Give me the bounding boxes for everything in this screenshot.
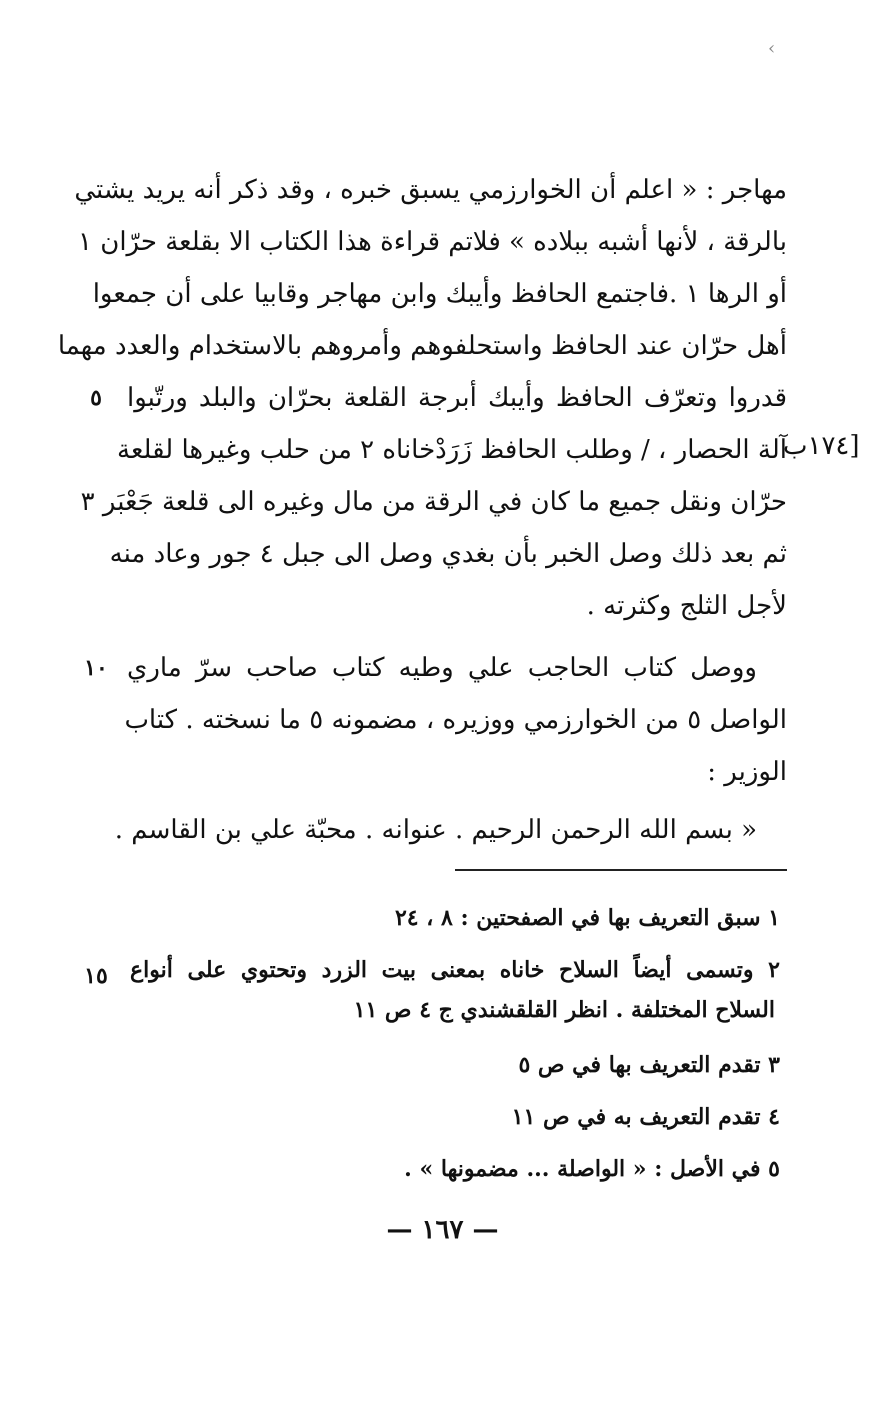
footnote-separator: [455, 869, 787, 871]
body-line-2: بالرقة ، لأنها أشبه ببلاده » فلاتم قراءة هذا الكتاب الا بقلعة حرّان ١: [78, 227, 787, 257]
body-line-10: ووصل كتاب الحاجب علي وطيه كتاب صاحب سرّ ماري: [127, 653, 757, 683]
footnote-1: ١ سبق التعريف بها في الصفحتين : ٨ ، ٢٤: [394, 905, 780, 931]
body-line-9: لأجل الثلج وكثرته .: [586, 591, 787, 621]
footnote-5: ٥ في الأصل : « الواصلة ... مضمونها » .: [404, 1156, 780, 1182]
page-number: — ١٦٧ —: [386, 1215, 499, 1245]
body-line-3: أو الرها ١ .فاجتمع الحافظ وأيبك وابن مهاجر وقابيا على أن جمعوا: [92, 279, 787, 309]
line-number-5: ٥: [90, 385, 102, 411]
body-line-7: حرّان ونقل جميع ما كان في الرقة من مال وغيره الى قلعة جَعْبَر ٣: [80, 487, 787, 517]
body-line-1: مهاجر : « اعلم أن الخوارزمي يسبق خبره ، وقد ذكر أنه يريد يشتي: [74, 175, 787, 205]
footnote-2-line-1: ٢ وتسمى أيضاً السلاح خاناه بمعنى بيت الزرد وتحتوي على أنواع: [130, 957, 780, 983]
body-line-8: ثم بعد ذلك وصل الخبر بأن بغدي وصل الى جبل ٤ جور وعاد منه: [109, 539, 787, 569]
body-line-6: آلة الحصار ، / وطلب الحافظ زَرَدْخاناه ٢ من حلب وغيرها لقلعة: [117, 435, 787, 465]
corner-mark: ‹: [768, 38, 776, 59]
footnote-2-line-2: السلاح المختلفة . انظر القلقشندي ج ٤ ص ١١: [353, 997, 775, 1023]
line-number-15: ١٥: [84, 963, 108, 989]
line-number-10: ١٠: [84, 655, 108, 681]
body-line-4: أهل حرّان عند الحافظ واستحلفوهم وأمروهم بالاستخدام والعدد مهما: [57, 331, 787, 361]
body-line-13: « بسم الله الرحمن الرحيم . عنوانه . محبّة علي بن القاسم .: [114, 815, 757, 845]
margin-folio-reference: [١٧٤ب: [783, 431, 860, 461]
body-line-11: الواصل ٥ من الخوارزمي ووزيره ، مضمونه ٥ ما نسخته . كتاب: [124, 705, 787, 735]
footnote-4: ٤ تقدم التعريف به في ص ١١: [511, 1104, 780, 1130]
body-line-5: قدروا وتعرّف الحافظ وأيبك أبرجة القلعة بحرّان والبلد ورتّبوا: [127, 383, 787, 413]
footnote-3: ٣ تقدم التعريف بها في ص ٥: [518, 1052, 780, 1078]
body-line-12: الوزير :: [707, 757, 787, 787]
